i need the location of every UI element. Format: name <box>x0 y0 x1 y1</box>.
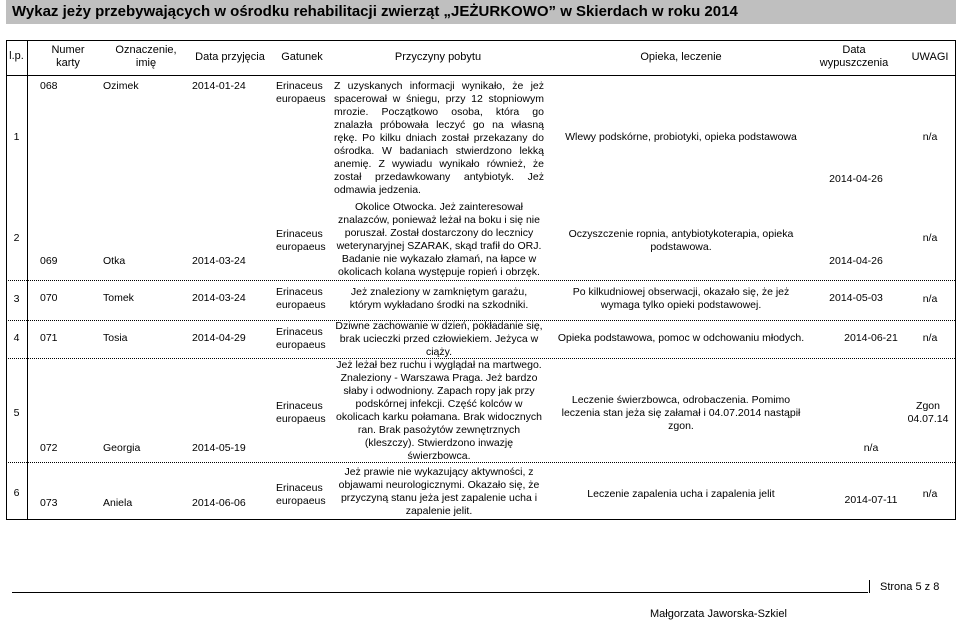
header-uwagi: UWAGI <box>911 51 949 63</box>
row-6-przyczyny: Jeż prawie nie wykazujący aktywności, z objawami neurologicznymi. Okazało się, że przyczyną stanu jeża jest zapalenie ucha i zapalenie jelit. <box>338 466 540 517</box>
row-5-opieka: Leczenie świerzbowca, odrobaczenia. Pomimo leczenia stan jeża się załamał i 04.07.2014 nastąpił zgon. <box>561 394 801 432</box>
row-1-przyczyny: Z uzyskanych informacji wynikało, że jeż spacerował w śniegu, przy 12 stopniowym mrozie. Początkowo osoba, która go znalazła próbowała leczyć go na własną rękę. Po kilku dniach został przekazany do ośrodka. W badaniach stwierdzono lekką anemię. Z wywiadu wynikało również, że został przedawkowany antybiotyk. Jeż odmawia jedzenia. <box>334 80 544 196</box>
row-2-opieka: Oczyszczenie ropnia, antybiotykoterapia, opieka podstawowa. <box>568 228 794 253</box>
row-4-data-przyjecia: 2014-04-29 <box>192 332 246 344</box>
row-3-data-przyjecia: 2014-03-24 <box>192 292 246 304</box>
row-4-numer: 071 <box>40 332 58 344</box>
header-oznaczenie: Oznaczenie, imię <box>115 44 177 69</box>
row-5-imie: Georgia <box>103 442 141 454</box>
row-6-imie: Aniela <box>103 497 133 509</box>
row-2-uwagi: n/a <box>922 232 938 244</box>
row-4-data-wypuszczenia: 2014-06-21 <box>844 332 898 344</box>
row-2-numer: 069 <box>40 255 58 267</box>
header-gatunek: Gatunek <box>281 51 323 63</box>
row-3-opieka: Po kilkudniowej obserwacji, okazało się, że jeż wymaga tylko opieki podstawowej. <box>572 286 790 311</box>
row-4-lp: 4 <box>13 332 20 344</box>
row-4-opieka: Opieka podstawowa, pomoc w odchowaniu młodych. <box>557 332 805 344</box>
row-6-data-przyjecia: 2014-06-06 <box>192 497 246 509</box>
row-5-uwagi: Zgon 04.07.14 <box>907 400 949 425</box>
row-5-data-wypuszczenia: n/a <box>863 442 879 454</box>
table-top-border <box>6 40 956 41</box>
header-data-przyjecia: Data przyjęcia <box>195 51 265 63</box>
signature: Małgorzata Jaworska-Szkiel <box>650 608 787 620</box>
row-3-data-wypuszczenia: 2014-05-03 <box>829 292 883 304</box>
row-6-lp: 6 <box>13 487 20 499</box>
row-1-gatunek: Erinaceus europaeus <box>276 80 326 105</box>
row-4-gatunek: Erinaceus europaeus <box>276 326 326 351</box>
row-5-przyczyny: Jeż leżał bez ruchu i wyglądał na martwego. Znaleziony - Warszawa Praga. Jeż bardzo słaby i odwodniony. Zapach ropy jak przy podskórnej infekcji. Część kolców w okolicach karku połamana. Brak widocznych ran. Brak pasożytów zewnętrznych (kleszczy). Stwierdzono inwazję świerzbowca. <box>335 359 543 462</box>
row-3-lp: 3 <box>13 293 20 305</box>
header-bottom-border <box>6 75 956 76</box>
row-4-imie: Tosia <box>103 332 128 344</box>
row-5-lp: 5 <box>13 407 20 419</box>
table-right-border <box>955 40 956 520</box>
header-lp: l.p. <box>9 50 24 62</box>
row-1-opieka: Wlewy podskórne, probiotyki, opieka podstawowa <box>565 131 797 143</box>
row-1-data-wypuszczenia: 2014-04-26 <box>829 173 883 185</box>
row-4-przyczyny: Dziwne zachowanie w dzień, pokładanie się, brak ucieczki przed człowiekiem. Jeżyca w ciąży. <box>335 320 543 358</box>
row-6-data-wypuszczenia: 2014-07-11 <box>844 494 898 506</box>
header-przyczyny: Przyczyny pobytu <box>394 51 482 63</box>
row-3-przyczyny: Jeż znaleziony w zamkniętym garażu, którym wykładano środki na szkodniki. <box>349 286 529 311</box>
row-1-data-przyjecia: 2014-01-24 <box>192 80 246 92</box>
header-opieka: Opieka, leczenie <box>640 51 722 63</box>
row-2-data-wypuszczenia: 2014-04-26 <box>829 255 883 267</box>
row-6-uwagi: n/a <box>922 488 938 500</box>
footer-rule <box>12 592 868 593</box>
header-numer-karty: Numer karty <box>51 44 85 69</box>
row-6-opieka: Leczenie zapalenia ucha i zapalenia jelit <box>587 488 775 500</box>
row-5-data-przyjecia: 2014-05-19 <box>192 442 246 454</box>
row-3-imie: Tomek <box>103 292 134 304</box>
row-3-uwagi: n/a <box>922 293 938 305</box>
row-2-data-przyjecia: 2014-03-24 <box>192 255 246 267</box>
row-4-uwagi: n/a <box>922 332 938 344</box>
row-separator <box>6 280 955 281</box>
row-1-lp: 1 <box>13 131 20 143</box>
row-2-gatunek: Erinaceus europaeus <box>276 228 326 253</box>
row-1-uwagi: n/a <box>922 131 938 143</box>
page-title: Wykaz jeży przebywających w ośrodku rehabilitacji zwierząt „JEŻURKOWO” w Skierdach w roku 2014 <box>6 0 956 24</box>
row-6-numer: 073 <box>40 497 58 509</box>
row-2-przyczyny: Okolice Otwocka. Jeż zainteresował znalazców, ponieważ leżał na boku i się nie poruszał. Został dostarczony do lecznicy weterynaryjnej SZARAK, skąd trafił do ORJ. Badanie nie wykazało złamań, na łapce w okolicach kolana występuje ropień i obrzęk. <box>336 201 542 278</box>
row-2-imie: Otka <box>103 255 126 267</box>
row-3-numer: 070 <box>40 292 58 304</box>
row-1-imie: Ozimek <box>103 80 139 92</box>
table-bottom-border <box>6 519 956 520</box>
row-5-numer: 072 <box>40 442 58 454</box>
page-number: Strona 5 z 8 <box>880 581 940 593</box>
row-2-lp: 2 <box>13 232 20 244</box>
footer-rule-tick <box>869 580 870 593</box>
header-data-wypuszczenia: Data wypuszczenia <box>819 44 889 69</box>
row-6-gatunek: Erinaceus europaeus <box>276 482 326 507</box>
row-3-gatunek: Erinaceus europaeus <box>276 286 326 311</box>
row-1-numer: 068 <box>40 80 58 92</box>
row-5-gatunek: Erinaceus europaeus <box>276 400 326 425</box>
